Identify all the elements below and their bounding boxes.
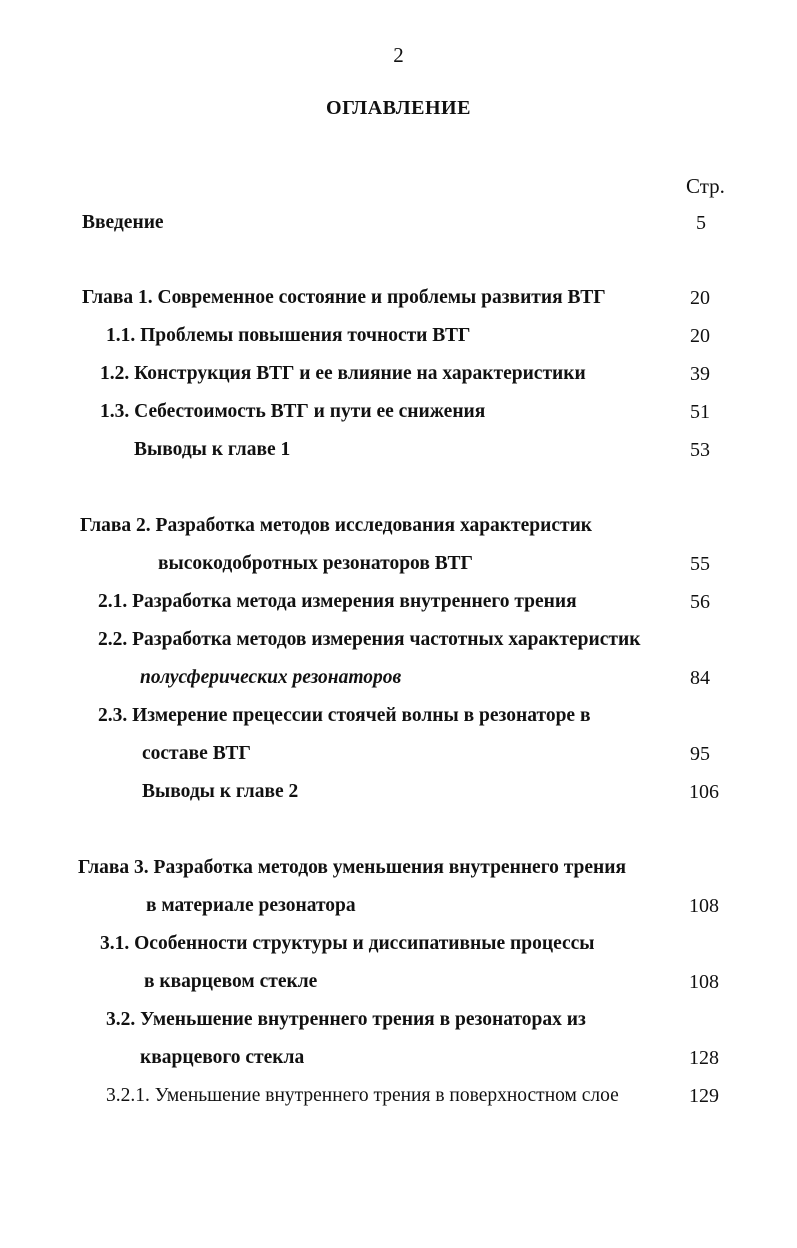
toc-entry	[0, 513, 797, 539]
toc-entry-text: 3.2.1. Уменьшение внутреннего трения в поверхностном слое	[106, 1085, 619, 1106]
toc-entry-page: 20	[690, 325, 710, 347]
toc-entry	[0, 399, 797, 425]
toc-entry-text: полусферических резонаторов	[140, 667, 402, 688]
toc-entry-text: составе ВТГ	[142, 743, 251, 764]
toc-entry-text: в материале резонатора	[146, 895, 356, 916]
toc-entry	[0, 779, 797, 805]
toc-entry-page: 108	[689, 971, 719, 993]
toc-entry	[0, 437, 797, 463]
toc-entry-text: Выводы к главе 1	[134, 439, 291, 460]
toc-entry	[0, 1083, 797, 1109]
toc-entry-page: 55	[690, 553, 710, 575]
toc-entry	[0, 741, 797, 767]
toc-entry-text: Глава 1. Современное состояние и проблемы развития ВТГ	[82, 287, 606, 308]
toc-entry	[0, 969, 797, 995]
toc-entry-page: 129	[689, 1085, 719, 1107]
toc-entry-text: в кварцевом стекле	[144, 971, 318, 992]
toc-entry-text: высокодобротных резонаторов ВТГ	[158, 553, 473, 574]
toc-entry	[0, 323, 797, 349]
toc-entry-page: 95	[690, 743, 710, 765]
toc-entry-text: 3.1. Особенности структуры и диссипативные процессы	[100, 933, 595, 954]
toc-entry-text: кварцевого стекла	[140, 1047, 305, 1068]
toc-entry-text: 1.1. Проблемы повышения точности ВТГ	[106, 325, 471, 346]
toc-entry	[0, 627, 797, 653]
toc-entry-text: Выводы к главе 2	[142, 781, 299, 802]
toc-entry-page: 84	[690, 667, 710, 689]
toc-entry-page: 5	[696, 212, 706, 234]
toc-entry-text: 1.3. Себестоимость ВТГ и пути ее снижения	[100, 401, 486, 422]
toc-entry-text: 3.2. Уменьшение внутреннего трения в резонаторах из	[106, 1009, 586, 1030]
toc-entry-text: Глава 2. Разработка методов исследования характеристик	[80, 515, 593, 536]
toc-title: ОГЛАВЛЕНИЕ	[326, 97, 471, 119]
toc-entry	[0, 665, 797, 691]
toc-entry	[0, 931, 797, 957]
toc-entry-page: 106	[689, 781, 719, 803]
toc-entry	[0, 1007, 797, 1033]
toc-entry-text: Глава 3. Разработка методов уменьшения внутреннего трения	[78, 857, 627, 878]
toc-entry-page: 56	[690, 591, 710, 613]
toc-entry-page: 128	[689, 1047, 719, 1069]
page-column-header: Стр.	[686, 174, 725, 198]
page-number: 2	[393, 43, 404, 67]
toc-entry-page: 20	[690, 287, 710, 309]
toc-entry	[0, 210, 797, 236]
toc-entry	[0, 285, 797, 311]
toc-entry-page: 53	[690, 439, 710, 461]
toc-entry-text: Введение	[82, 212, 164, 233]
toc-entry	[0, 589, 797, 615]
toc-entry-page: 39	[690, 363, 710, 385]
toc-entry	[0, 893, 797, 919]
toc-entry	[0, 703, 797, 729]
toc-entry	[0, 551, 797, 577]
toc-entry	[0, 1045, 797, 1071]
toc-entry	[0, 361, 797, 387]
toc-entry-text: 2.1. Разработка метода измерения внутреннего трения	[98, 591, 577, 612]
toc-entry	[0, 855, 797, 881]
toc-entry-page: 51	[690, 401, 710, 423]
toc-entry-text: 2.3. Измерение прецессии стоячей волны в резонаторе в	[98, 705, 591, 726]
toc-entry-page: 108	[689, 895, 719, 917]
toc-entry-text: 1.2. Конструкция ВТГ и ее влияние на характеристики	[100, 363, 586, 384]
toc-entry-text: 2.2. Разработка методов измерения частотных характеристик	[98, 629, 641, 650]
